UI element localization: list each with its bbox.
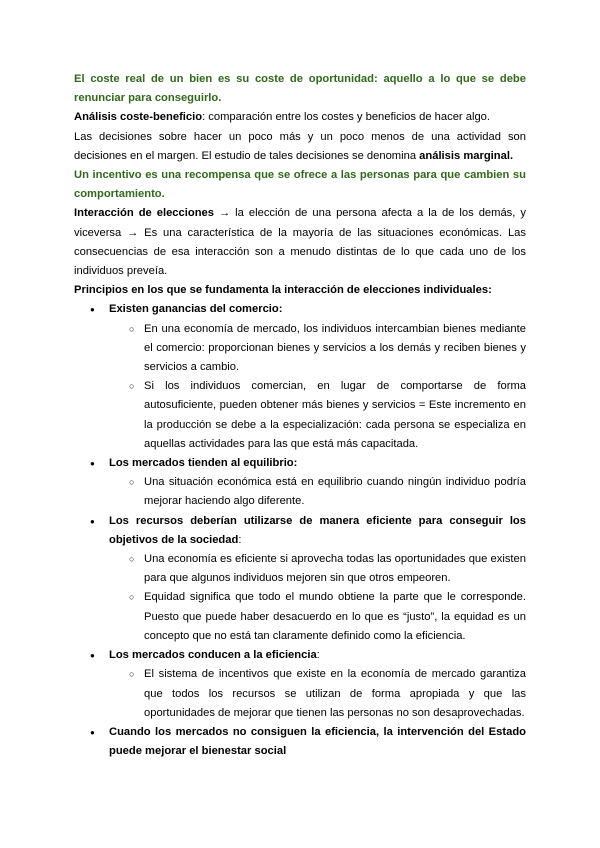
principle-tail: :: [316, 649, 320, 662]
sub-list: [109, 473, 526, 511]
marginal-analysis-term: análisis marginal.: [419, 149, 514, 162]
principle-item: [74, 454, 526, 512]
cost-benefit-text: : comparación entre los costes y beneficios de hacer algo.: [202, 111, 491, 124]
principle-item: [74, 300, 526, 454]
principle-item: [74, 512, 526, 646]
interaction-text: → la elección de una persona afecta a la de los demás, y viceversa → Es una característica de la mayoría de las situaciones económicas. Las consecuencias de esa interacción son a menudo distintas de lo que cada uno de los individuos preveía.: [74, 207, 526, 278]
interaction-paragraph: [74, 204, 526, 281]
principles-list: [74, 300, 526, 761]
principle-head: Los mercados tienden al equilibrio:: [109, 457, 298, 470]
principle-head: Los recursos deberían utilizarse de manera eficiente para conseguir los objetivos de la sociedad: [109, 514, 526, 546]
incentive-definition: Un incentivo es una recompensa que se ofrece a las personas para que cambien su comportamiento.: [74, 169, 526, 201]
interaction-term: Interacción de elecciones: [74, 207, 214, 220]
principle-head: Cuando los mercados no consiguen la eficiencia, la intervención del Estado puede mejorar el bienestar social: [109, 725, 526, 758]
sub-item: ○ Una economía es eficiente si aprovecha todas las oportunidades que existen para que algunos individuos mejoren sin que otros empeoren.: [109, 550, 526, 588]
sub-item: ○ Si los individuos comercian, en lugar de comportarse de forma autosuficiente, pueden obtener más bienes y servicios = Este incremento en la producción se debe a la especialización: cada persona se especializa en aquellas actividades para las que está más capacitada.: [109, 377, 526, 454]
principle-item: [74, 646, 526, 723]
sub-list: [109, 665, 526, 723]
sub-item: ○ El sistema de incentivos que existe en la economía de mercado garantiza que todos los recursos se utilizan de forma apropiada y que las oportunidades de mejorar que tienen las personas no son desaprovechadas.: [109, 665, 526, 723]
marginal-analysis-paragraph: [74, 128, 526, 166]
opportunity-cost-definition: El coste real de un bien es su coste de oportunidad: aquello a lo que se debe renunciar para conseguirlo.: [74, 73, 526, 105]
sub-item: ○ En una economía de mercado, los individuos intercambian bienes mediante el comercio: proporcionan bienes y servicios a los demás y reciben bienes y servicios a cambio.: [109, 320, 526, 378]
principle-head: Los mercados conducen a la eficiencia: [109, 649, 317, 662]
sub-item: ○ Equidad significa que todo el mundo obtiene la parte que le corresponde. Puesto que puede haber desacuerdo en lo que es “justo”, la equidad es un concepto que no está tan claramente definido como la eficiencia.: [109, 588, 526, 646]
principle-item: [74, 723, 526, 761]
cost-benefit-term: Análisis coste-beneficio: [74, 111, 203, 124]
marginal-text: Las decisiones sobre hacer un poco más y un poco menos de una actividad son decisiones en el margen. El estudio de tales decisiones se denomina: [74, 130, 526, 162]
document-page: [74, 70, 526, 761]
principles-title: Principios en los que se fundamenta la interacción de elecciones individuales:: [74, 284, 492, 297]
principle-head: Existen ganancias del comercio:: [109, 303, 283, 316]
cost-benefit-paragraph: [74, 108, 526, 127]
principle-tail: :: [238, 533, 242, 546]
sub-list: [109, 550, 526, 646]
sub-list: [109, 320, 526, 454]
sub-item: ○ Una situación económica está en equilibrio cuando ningún individuo podría mejorar haciendo algo diferente.: [109, 473, 526, 511]
